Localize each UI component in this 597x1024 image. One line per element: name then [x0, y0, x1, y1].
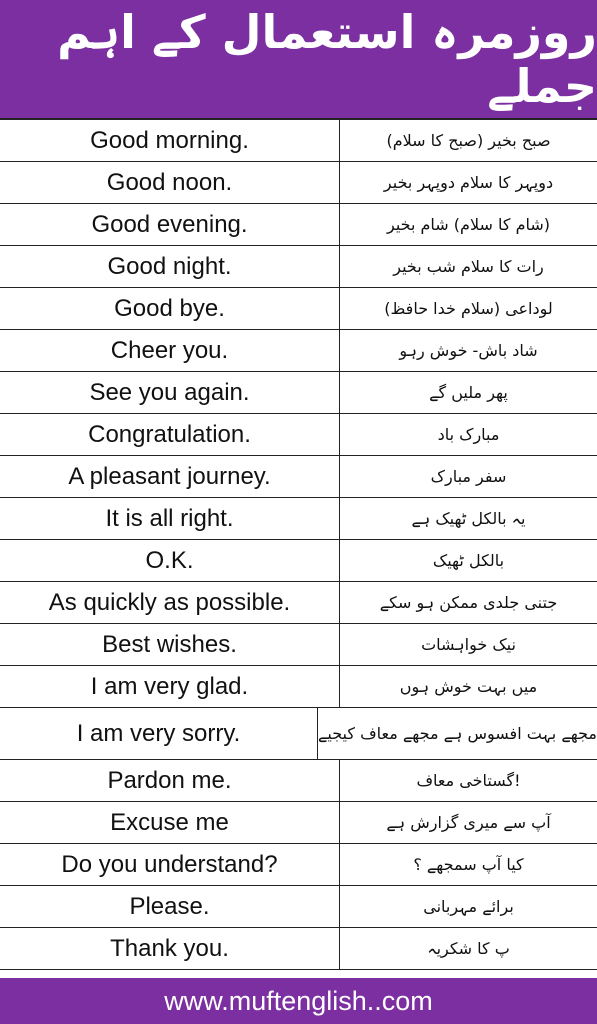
urdu-translation: کیا آپ سمجھے ؟ [413, 855, 524, 874]
urdu-translation: سفر مبارک [430, 467, 507, 486]
english-phrase: O.K. [0, 540, 340, 581]
urdu-translation: پ کا شکریہ [427, 939, 510, 958]
english-phrase: Good bye. [0, 288, 340, 329]
english-phrase: I am very sorry. [0, 708, 318, 759]
english-phrase: See you again. [0, 372, 340, 413]
table-row [0, 886, 597, 928]
table-row [0, 844, 597, 886]
table-row [0, 760, 597, 802]
table-row [0, 666, 597, 708]
table-row [0, 288, 597, 330]
english-phrase: Good morning. [0, 120, 340, 161]
english-phrase: Good night. [0, 246, 340, 287]
english-phrase: A pleasant journey. [0, 456, 340, 497]
table-row [0, 456, 597, 498]
english-phrase: I am very glad. [0, 666, 340, 707]
english-phrase: Good noon. [0, 162, 340, 203]
urdu-translation: (شام کا سلام) شام بخیر [387, 215, 550, 234]
urdu-translation: یہ بالکل ٹھیک ہے [411, 509, 526, 528]
urdu-translation: آپ سے میری گزارش ہے [386, 813, 551, 832]
urdu-translation: پھر ملیں گے [429, 383, 508, 402]
table-row [0, 330, 597, 372]
english-phrase: Do you understand? [0, 844, 340, 885]
urdu-translation: شاد باش- خوش رہو [399, 341, 538, 360]
english-phrase: Thank you. [0, 928, 340, 969]
urdu-translation: لوداعی (سلام خدا حافظ) [384, 299, 553, 318]
english-phrase: It is all right. [0, 498, 340, 539]
urdu-translation: رات کا سلام شب بخیر [393, 257, 544, 276]
urdu-translation: مجھے بہت افسوس ہے مجھے معاف کیجیے [318, 724, 597, 743]
english-phrase: Cheer you. [0, 330, 340, 371]
table-row [0, 498, 597, 540]
table-row [0, 372, 597, 414]
urdu-translation: مبارک باد [437, 425, 500, 444]
table-row [0, 624, 597, 666]
urdu-translation: برائے مہربانی [423, 897, 514, 916]
urdu-translation: !گستاخی معاف [416, 771, 521, 790]
table-row [0, 928, 597, 970]
table-row [0, 120, 597, 162]
english-phrase: Congratulation. [0, 414, 340, 455]
urdu-translation: جتنی جلدی ممکن ہو سکے [379, 593, 558, 612]
english-phrase: Please. [0, 886, 340, 927]
english-phrase: Pardon me. [0, 760, 340, 801]
page-title: روزمرہ استعمال کے اہم جملے [57, 5, 597, 113]
header-banner [0, 0, 597, 118]
urdu-translation: نیک خواہشات [421, 635, 516, 654]
english-phrase: Best wishes. [0, 624, 340, 665]
urdu-translation: میں بہت خوش ہوں [399, 677, 538, 696]
table-row [0, 162, 597, 204]
table-row [0, 708, 597, 760]
table-row [0, 582, 597, 624]
table-row [0, 204, 597, 246]
english-phrase: As quickly as possible. [0, 582, 340, 623]
table-row [0, 414, 597, 456]
english-phrase: Good evening. [0, 204, 340, 245]
urdu-translation: بالکل ٹھیک [432, 551, 505, 570]
table-row [0, 802, 597, 844]
table-row [0, 246, 597, 288]
english-phrase: Excuse me [0, 802, 340, 843]
phrase-table [0, 118, 597, 970]
website-url: www.muftenglish..com [164, 985, 433, 1016]
footer-banner [0, 978, 597, 1024]
table-row [0, 540, 597, 582]
urdu-translation: دوپہر کا سلام دوپہر بخیر [383, 173, 554, 192]
urdu-translation: صبح بخیر (صبح کا سلام) [386, 131, 551, 150]
